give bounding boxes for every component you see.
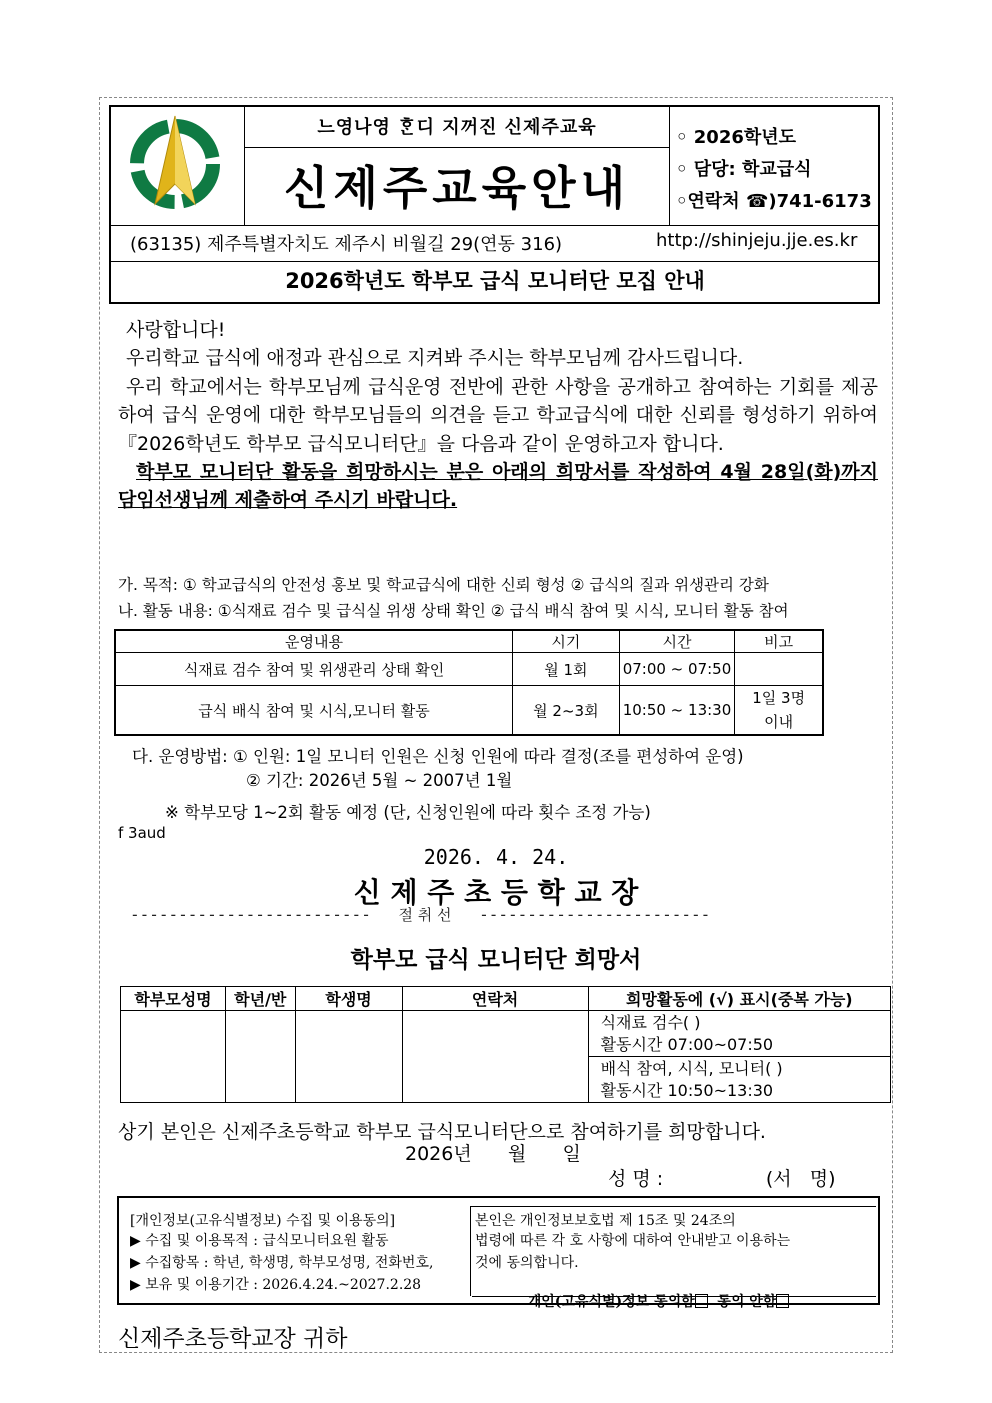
school-logo-icon bbox=[125, 112, 225, 212]
consent-item-purpose: ▶ 수집 및 이용목적 : 급식모니터요원 활동 bbox=[130, 1233, 389, 1249]
consent-statement-1: 본인은 개인정보보호법 제 15조 및 24조의 bbox=[475, 1213, 736, 1229]
disagree-label: 동의 안함 bbox=[707, 1294, 777, 1310]
header-divider-address bbox=[110, 225, 878, 226]
application-table bbox=[120, 986, 891, 1103]
activity-line: 나. 활동 내용: ①식재료 검수 및 급식실 위생 상태 확인 ② 급식 배식 참여 및 시식, 모니터 활동 참여 bbox=[118, 602, 789, 620]
notice-title: 2026학년도 학부모 급식 모니터단 모집 안내 bbox=[285, 269, 705, 293]
option-serving-monitoring[interactable] bbox=[588, 1057, 890, 1103]
slogan: 느영나영 ᄒᆞᆫ디 지꺼진 신제주교육 bbox=[317, 117, 597, 138]
disagree-checkbox[interactable] bbox=[776, 1294, 789, 1308]
row-period: 월 2~3회 bbox=[513, 686, 620, 736]
method-note: ※ 학부모당 1~2회 활동 예정 (단, 신청인원에 따라 횟수 조정 가능) bbox=[165, 803, 651, 822]
option1-time: 활동시간 07:00~07:50 bbox=[600, 1034, 774, 1054]
consent-item-period: ▶ 보유 및 이용기간 : 2026.4.24.~2027.2.28 bbox=[130, 1277, 422, 1293]
addressee: 신제주초등학교장 귀하 bbox=[118, 1326, 348, 1352]
application-date: 2026년 월 일 bbox=[405, 1143, 581, 1165]
method-line-1: 다. 운영방법: ① 인원: 1일 모니터 인원은 신청 인원에 따라 결정(조를 편성하여 운영) bbox=[132, 747, 744, 766]
contact-number: )741-6173 bbox=[768, 191, 872, 212]
consent-choice bbox=[518, 1275, 789, 1311]
row-note bbox=[735, 653, 823, 686]
header-activity-choice: 희망활동에 (√) 표시(중복 가능) bbox=[588, 987, 890, 1011]
notice-date: 2026. 4. 24. bbox=[423, 845, 569, 869]
school-url[interactable]: http://shinjeju.jje.es.kr bbox=[656, 230, 858, 251]
contact-info bbox=[676, 187, 872, 213]
school-address: (63135) 제주특별자치도 제주시 비월길 29(연동 316) bbox=[130, 234, 563, 255]
grade-class-field[interactable] bbox=[225, 1011, 295, 1103]
header-note: 비고 bbox=[735, 630, 823, 653]
header-divider-right bbox=[669, 106, 670, 225]
consent-right-top bbox=[470, 1206, 876, 1207]
row-time: 07:00 ~ 07:50 bbox=[619, 653, 735, 686]
header-divider-slogan bbox=[245, 147, 669, 148]
header-content: 운영내용 bbox=[115, 630, 513, 653]
body-text bbox=[118, 316, 878, 515]
consent-item-fields: ▶ 수집항목 : 학년, 학생명, 학부모성명, 전화번호, bbox=[130, 1255, 434, 1271]
note-line-2: 이내 bbox=[764, 713, 794, 731]
consent-divider bbox=[470, 1206, 471, 1296]
purpose-line: 가. 목적: ① 학교급식의 안전성 홍보 및 학교급식에 대한 신뢰 형성 ② 급식의 질과 위생관리 강화 bbox=[118, 576, 769, 594]
cut-line bbox=[130, 904, 860, 925]
header-contact: 연락처 bbox=[402, 987, 588, 1011]
principal-name: 신 제 주 초 등 학 교 장 bbox=[353, 876, 639, 909]
greeting: 사랑합니다! bbox=[126, 319, 226, 341]
phone-icon: ☎ bbox=[745, 191, 769, 212]
signature-line: 성 명 : (서 명) bbox=[608, 1168, 836, 1190]
consent-heading: [개인정보(고유식별정보) 수집 및 이용동의] bbox=[130, 1213, 396, 1229]
header-time: 시간 bbox=[619, 630, 735, 653]
cut-dashes-right: ------------------------ bbox=[479, 905, 711, 924]
option-ingredient-inspection[interactable] bbox=[588, 1011, 890, 1057]
row-period: 월 1회 bbox=[513, 653, 620, 686]
agree-label: 개인(고유식별)정보 동의함 bbox=[527, 1294, 695, 1310]
consent-statement-2: 법령에 따른 각 호 사항에 대하여 안내받고 이용하는 bbox=[475, 1233, 791, 1249]
method-line-2: ② 기간: 2026년 5월 ~ 2007년 1월 bbox=[246, 771, 513, 790]
option2-label: 배식 참여, 시식, 모니터( ) bbox=[600, 1058, 783, 1078]
agree-checkbox[interactable] bbox=[695, 1294, 708, 1308]
consent-statement-3: 것에 동의합니다. bbox=[475, 1255, 579, 1271]
cut-line-label: 절 취 선 bbox=[398, 906, 452, 924]
row-content: 급식 배식 참여 및 시식,모니터 활동 bbox=[115, 686, 513, 736]
manager-info: ◦ 담당: 학교급식 bbox=[676, 159, 812, 180]
table-row bbox=[115, 686, 823, 736]
row-content: 식재료 검수 참여 및 위생관리 상태 확인 bbox=[115, 653, 513, 686]
note-line-1: 1일 3명 bbox=[752, 689, 806, 707]
row-time: 10:50 ~ 13:30 bbox=[619, 686, 735, 736]
option1-label: 식재료 검수( ) bbox=[600, 1012, 701, 1032]
header-divider-left bbox=[244, 106, 245, 225]
contact-field[interactable] bbox=[402, 1011, 588, 1103]
stray-text: f 3aud bbox=[118, 824, 166, 842]
operation-table bbox=[114, 629, 824, 736]
option2-time: 활동시간 10:50~13:30 bbox=[600, 1080, 774, 1100]
application-header-row bbox=[121, 987, 891, 1011]
header-parent-name: 학부모성명 bbox=[121, 987, 226, 1011]
header-divider-title bbox=[110, 261, 878, 262]
purpose-paragraph: 우리 학교에서는 학부모님께 급식운영 전반에 관한 사항을 공개하고 참여하는 기회를 제공하여 급식 운영에 대한 학부모님들의 의견을 듣고 학교급식에 대한 신뢰를 형성하기 위하여 『2026학년도 학부모 급식모니터단』을 다음과 같이 운영하고자 합니다. bbox=[118, 375, 878, 455]
declaration: 상기 본인은 신제주초등학교 학부모 급식모니터단으로 참여하기를 희망합니다. bbox=[118, 1121, 766, 1143]
student-name-field[interactable] bbox=[295, 1011, 402, 1103]
header-period: 시기 bbox=[513, 630, 620, 653]
newsletter-title: 신제주교육안내 bbox=[283, 161, 631, 215]
table-row bbox=[115, 653, 823, 686]
submission-request: 학부모 모니터단 활동을 희망하시는 분은 아래의 희망서를 작성하여 4월 28일(화)까지 담임선생님께 제출하여 주시기 바랍니다. bbox=[118, 461, 878, 512]
parent-name-field[interactable] bbox=[121, 1011, 226, 1103]
school-year: ◦ 2026학년도 bbox=[676, 127, 797, 148]
row-note bbox=[735, 686, 823, 736]
application-row bbox=[121, 1011, 891, 1057]
thanks-line: 우리학교 급식에 애정과 관심으로 지켜봐 주시는 학부모님께 감사드립니다. bbox=[126, 347, 744, 370]
header-grade-class: 학년/반 bbox=[225, 987, 295, 1011]
contact-label: ◦연락처 bbox=[676, 191, 746, 212]
application-title: 학부모 급식 모니터단 희망서 bbox=[350, 947, 642, 973]
header-student-name: 학생명 bbox=[295, 987, 402, 1011]
table-header-row bbox=[115, 630, 823, 653]
cut-dashes-left: ------------------------- bbox=[130, 905, 371, 924]
